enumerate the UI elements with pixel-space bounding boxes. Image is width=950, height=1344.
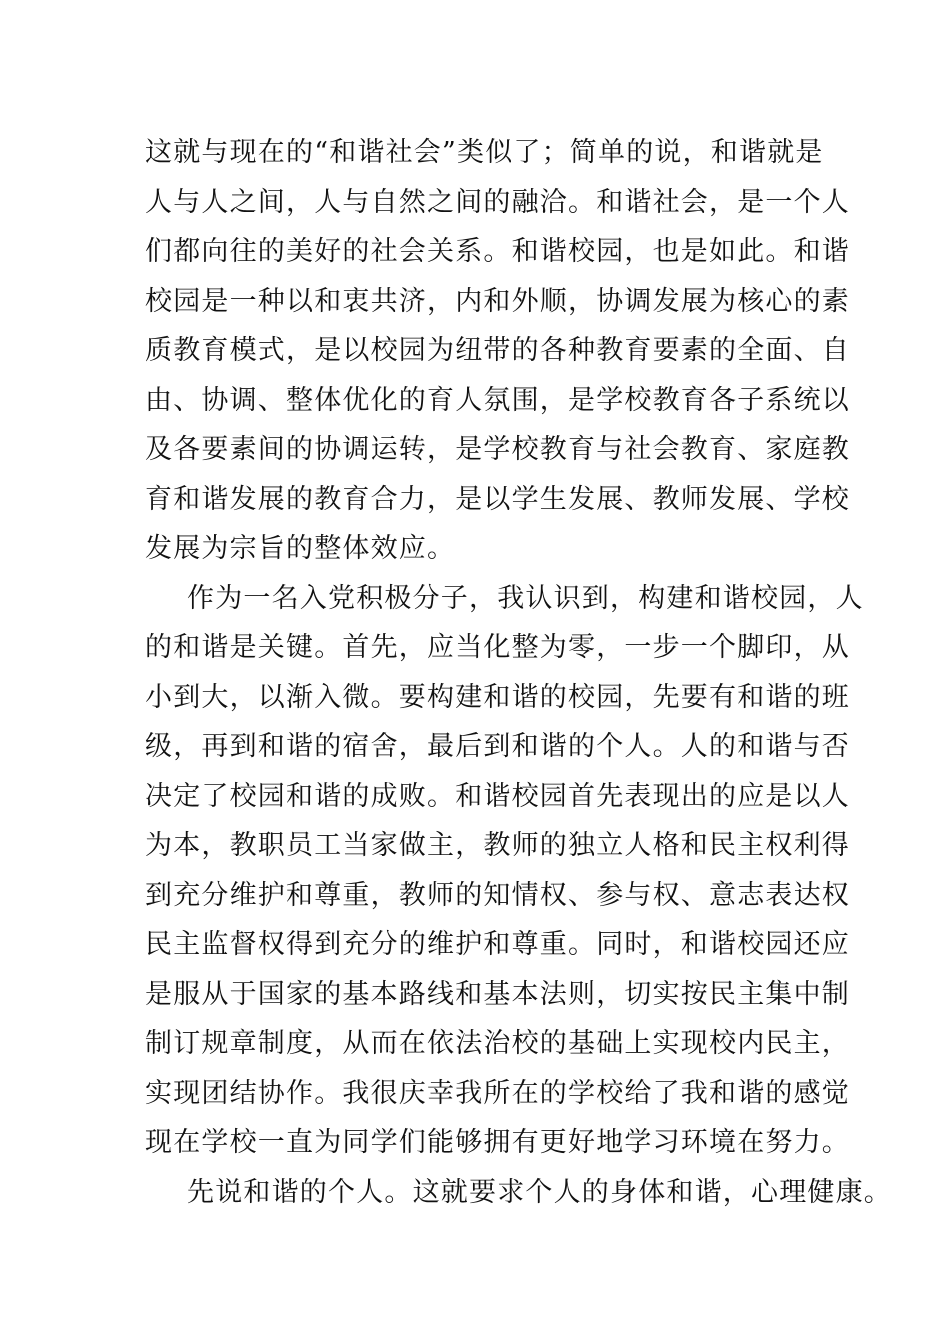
- text-line: 的和谐是关键。首先，应当化整为零，一步一个脚印，从: [145, 632, 850, 663]
- text-line: 及各要素间的协调运转，是学校教育与社会教育、家庭教: [145, 434, 850, 465]
- text-line: 为本，教职员工当家做主，教师的独立人格和民主权利得: [145, 830, 850, 861]
- text-line: 人与人之间，人与自然之间的融洽。和谐社会，是一个人: [145, 186, 850, 218]
- paragraph-3: [145, 1168, 892, 1218]
- text-line: 由、协调、整体优化的育人氛围，是学校教育各子系统以: [145, 384, 850, 416]
- text-line: 小到大，以渐入微。要构建和谐的校园，先要有和谐的班: [145, 681, 850, 713]
- text-line: 质教育模式，是以校园为纽带的各种教育要素的全面、自: [145, 335, 850, 366]
- text-line: 制订规章制度，从而在依法治校的基础上实现校内民主，: [145, 1028, 850, 1059]
- text-line: 校园是一种以和衷共济，内和外顺，协调发展为核心的素: [145, 285, 850, 317]
- text-line: 级，再到和谐的宿舍，最后到和谐的个人。人的和谐与否: [145, 731, 850, 762]
- text-line: 现在学校一直为同学们能够拥有更好地学习环境在努力。: [145, 1127, 850, 1158]
- body-text: [145, 128, 892, 1217]
- text-line: 到充分维护和尊重，教师的知情权、参与权、意志表达权: [145, 879, 850, 911]
- text-line: 实现团结协作。我很庆幸我所在的学校给了我和谐的感觉: [145, 1077, 850, 1109]
- text-line: 这就与现在的“和谐社会”类似了；简单的说，和谐就是: [145, 137, 824, 168]
- text-line: 发展为宗旨的整体效应。: [145, 533, 456, 564]
- text-line: 育和谐发展的教育合力，是以学生发展、教师发展、学校: [145, 483, 850, 515]
- paragraph-1: [145, 128, 850, 574]
- text-line: 是服从于国家的基本路线和基本法则，切实按民主集中制: [145, 978, 850, 1010]
- text-line: 决定了校园和谐的成败。和谐校园首先表现出的应是以人: [145, 780, 850, 812]
- text-line: 先说和谐的个人。这就要求个人的身体和谐，心理健康。: [187, 1176, 892, 1208]
- text-line: 民主监督权得到充分的维护和尊重。同时，和谐校园还应: [145, 929, 850, 960]
- paragraph-2: [145, 574, 864, 1168]
- text-line: 作为一名入党积极分子，我认识到，构建和谐校园，人: [187, 582, 864, 614]
- text-line: 们都向往的美好的社会关系。和谐校园，也是如此。和谐: [145, 236, 850, 267]
